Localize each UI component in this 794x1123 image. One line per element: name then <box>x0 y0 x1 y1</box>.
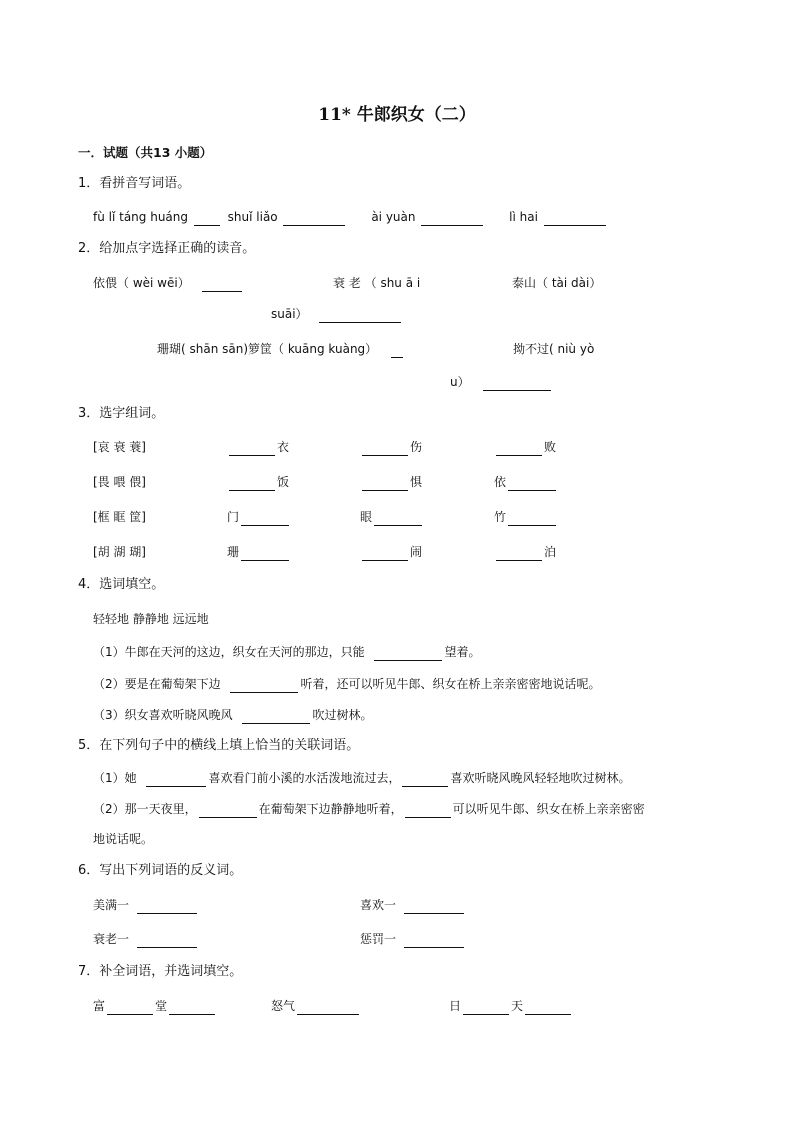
q2-item-b2 <box>271 305 403 323</box>
q1-row <box>93 208 608 226</box>
q6-item-2 <box>360 896 466 914</box>
q3-blank[interactable] <box>229 476 275 491</box>
q6-blank[interactable] <box>404 933 464 948</box>
q6-stem: 6．写出下列词语的反义词。 <box>78 863 243 878</box>
q2-item-e1: 拗不过( niù yò <box>513 342 595 356</box>
q6-item-1 <box>93 896 199 914</box>
q3-r1-c1 <box>227 438 289 456</box>
q3-group-4: [胡 湖 瑚] <box>93 545 146 559</box>
q1-pinyin-4: lì hai <box>509 210 538 224</box>
q3-r2-c1 <box>227 473 289 491</box>
q6-word: 衰老一 <box>93 932 130 946</box>
q7-char: 日 <box>449 999 462 1013</box>
q3-char: 闹 <box>410 545 423 559</box>
q3-blank[interactable] <box>496 441 542 456</box>
q5-sentence-1 <box>93 769 631 787</box>
q5-sentence-2 <box>93 800 645 818</box>
q5-s1-text: （1）她 <box>93 771 137 785</box>
q6-blank[interactable] <box>404 899 464 914</box>
q3-blank[interactable] <box>362 546 408 561</box>
q2-item-d <box>157 340 405 358</box>
q6-blank[interactable] <box>137 933 197 948</box>
q3-blank[interactable] <box>362 441 408 456</box>
q6-item-3 <box>93 930 199 948</box>
q4-s1-text: （1）牛郎在天河的这边，织女在天河的那边，只能 <box>93 645 365 659</box>
q6-word: 美满一 <box>93 898 130 912</box>
q3-char: 依 <box>494 475 507 489</box>
q7-blank[interactable] <box>169 1000 215 1015</box>
q3-r2-c2 <box>360 473 422 491</box>
q3-r3-c1 <box>227 508 291 526</box>
q3-char: 珊 <box>227 545 240 559</box>
q1-blank-4[interactable] <box>544 211 606 226</box>
q1-blank-2[interactable] <box>283 211 345 226</box>
q7-blank[interactable] <box>525 1000 571 1015</box>
q4-blank-2[interactable] <box>230 678 298 693</box>
q4-sentence-1 <box>93 643 480 661</box>
q3-blank[interactable] <box>229 441 275 456</box>
q3-r4-c2 <box>360 543 422 561</box>
q2-item-b1: 衰 老 （ shu ā i <box>333 276 421 290</box>
q5-s2-tail: 可以听见牛郎、织女在桥上亲亲密密 <box>452 802 645 816</box>
q3-char: 门 <box>227 510 240 524</box>
q3-r1-c3 <box>494 438 556 456</box>
q4-blank-3[interactable] <box>242 709 310 724</box>
q4-blank-1[interactable] <box>374 646 442 661</box>
q7-char: 怒气 <box>271 999 296 1013</box>
q6-item-4 <box>360 930 466 948</box>
q3-blank[interactable] <box>241 511 289 526</box>
q5-blank-3[interactable] <box>199 803 257 818</box>
q6-word: 喜欢一 <box>360 898 397 912</box>
q3-char: 眼 <box>360 510 373 524</box>
q2-item-e2 <box>450 373 553 391</box>
q3-blank[interactable] <box>508 476 556 491</box>
q3-blank[interactable] <box>508 511 556 526</box>
q4-sentence-3 <box>93 706 372 724</box>
q3-group-2: [畏 喂 偎] <box>93 475 146 489</box>
q2-item-c: 泰山（ tài dài） <box>512 276 602 290</box>
q1-blank-3[interactable] <box>421 211 483 226</box>
q2-item-a-text: 依偎（ wèi wēi） <box>93 276 190 290</box>
q4-s2-tail: 听着，还可以听见牛郎、织女在桥上亲亲密密地说话呢。 <box>300 677 601 691</box>
q3-stem: 3．选字组词。 <box>78 406 165 421</box>
q3-r1-c2 <box>360 438 422 456</box>
q2-item-e2-text: u） <box>450 375 470 389</box>
q3-r4-c1 <box>227 543 291 561</box>
q2-stem: 2．给加点字选择正确的读音。 <box>78 241 256 256</box>
q7-blank[interactable] <box>297 1000 359 1015</box>
q5-s1-tail: 喜欢听晓风晚风轻轻地吹过树林。 <box>450 771 631 785</box>
q2-item-b2-text: suāi） <box>271 307 308 321</box>
q1-pinyin-2: shuǐ liǎo <box>227 210 278 224</box>
q3-char: 伤 <box>410 440 423 454</box>
q3-char: 惧 <box>410 475 423 489</box>
q1-stem: 1．看拼音写词语。 <box>78 176 191 191</box>
q5-blank-4[interactable] <box>405 803 451 818</box>
q3-r3-c3 <box>494 508 558 526</box>
q6-blank[interactable] <box>137 899 197 914</box>
q7-char: 天 <box>511 999 524 1013</box>
section-heading: 一．试题（共13 小题） <box>78 145 213 160</box>
q7-blank[interactable] <box>107 1000 153 1015</box>
q7-item-1 <box>93 997 217 1015</box>
q6-word: 惩罚一 <box>360 932 397 946</box>
q3-blank[interactable] <box>374 511 422 526</box>
q3-group-1: [哀 衰 蓑] <box>93 440 146 454</box>
q5-blank-1[interactable] <box>146 772 206 787</box>
q3-blank[interactable] <box>241 546 289 561</box>
q7-char: 富 <box>93 999 106 1013</box>
q7-item-2 <box>271 997 361 1015</box>
q7-stem: 7．补全词语，并选词填空。 <box>78 964 243 979</box>
q5-stem: 5．在下列句子中的横线上填上恰当的关联词语。 <box>78 738 360 753</box>
q4-s3-tail: 吹过树林。 <box>312 708 373 722</box>
q3-char: 泊 <box>544 545 557 559</box>
q1-pinyin-1: fù lǐ táng huáng <box>93 210 189 224</box>
q1-pinyin-3: ài yuàn <box>371 210 416 224</box>
q1-blank-1[interactable] <box>194 211 220 226</box>
q3-blank[interactable] <box>362 476 408 491</box>
q2-item-d-text: 珊瑚( shān sān)箩筐（ kuāng kuàng） <box>157 342 378 356</box>
q2-blank-b[interactable] <box>319 308 401 323</box>
page-title: 11* 牛郎织女（二） <box>318 105 476 125</box>
q5-s2-text: （2）那一天夜里， <box>93 802 197 816</box>
q2-blank-e[interactable] <box>483 376 551 391</box>
q4-s3-text: （3）织女喜欢听晓风晚风 <box>93 708 233 722</box>
q4-word-bank: 轻轻地 静静地 远远地 <box>93 612 209 626</box>
q2-blank-d[interactable] <box>391 343 403 358</box>
q7-item-3 <box>449 997 573 1015</box>
q3-char: 衣 <box>277 440 290 454</box>
q3-char: 败 <box>544 440 557 454</box>
q3-char: 饭 <box>277 475 290 489</box>
q7-char: 堂 <box>155 999 168 1013</box>
q4-stem: 4．选词填空。 <box>78 577 165 592</box>
q7-blank[interactable] <box>463 1000 509 1015</box>
q2-blank-a[interactable] <box>202 277 242 292</box>
q3-r2-c3 <box>494 473 558 491</box>
q2-item-a <box>93 274 244 292</box>
q4-s2-text: （2）要是在葡萄架下边 <box>93 677 221 691</box>
q3-blank[interactable] <box>496 546 542 561</box>
q5-s1-mid: 喜欢看门前小溪的水活泼地流过去， <box>208 771 401 785</box>
q4-s1-tail: 望着。 <box>444 645 481 659</box>
q3-char: 竹 <box>494 510 507 524</box>
q3-r4-c3 <box>494 543 556 561</box>
q3-r3-c2 <box>360 508 424 526</box>
q3-group-3: [框 眶 筐] <box>93 510 146 524</box>
q5-sentence-2-cont: 地说话呢。 <box>93 832 154 846</box>
q4-sentence-2 <box>93 675 600 693</box>
q5-blank-2[interactable] <box>402 772 448 787</box>
q5-s2-mid: 在葡萄架下边静静地听着， <box>258 802 403 816</box>
